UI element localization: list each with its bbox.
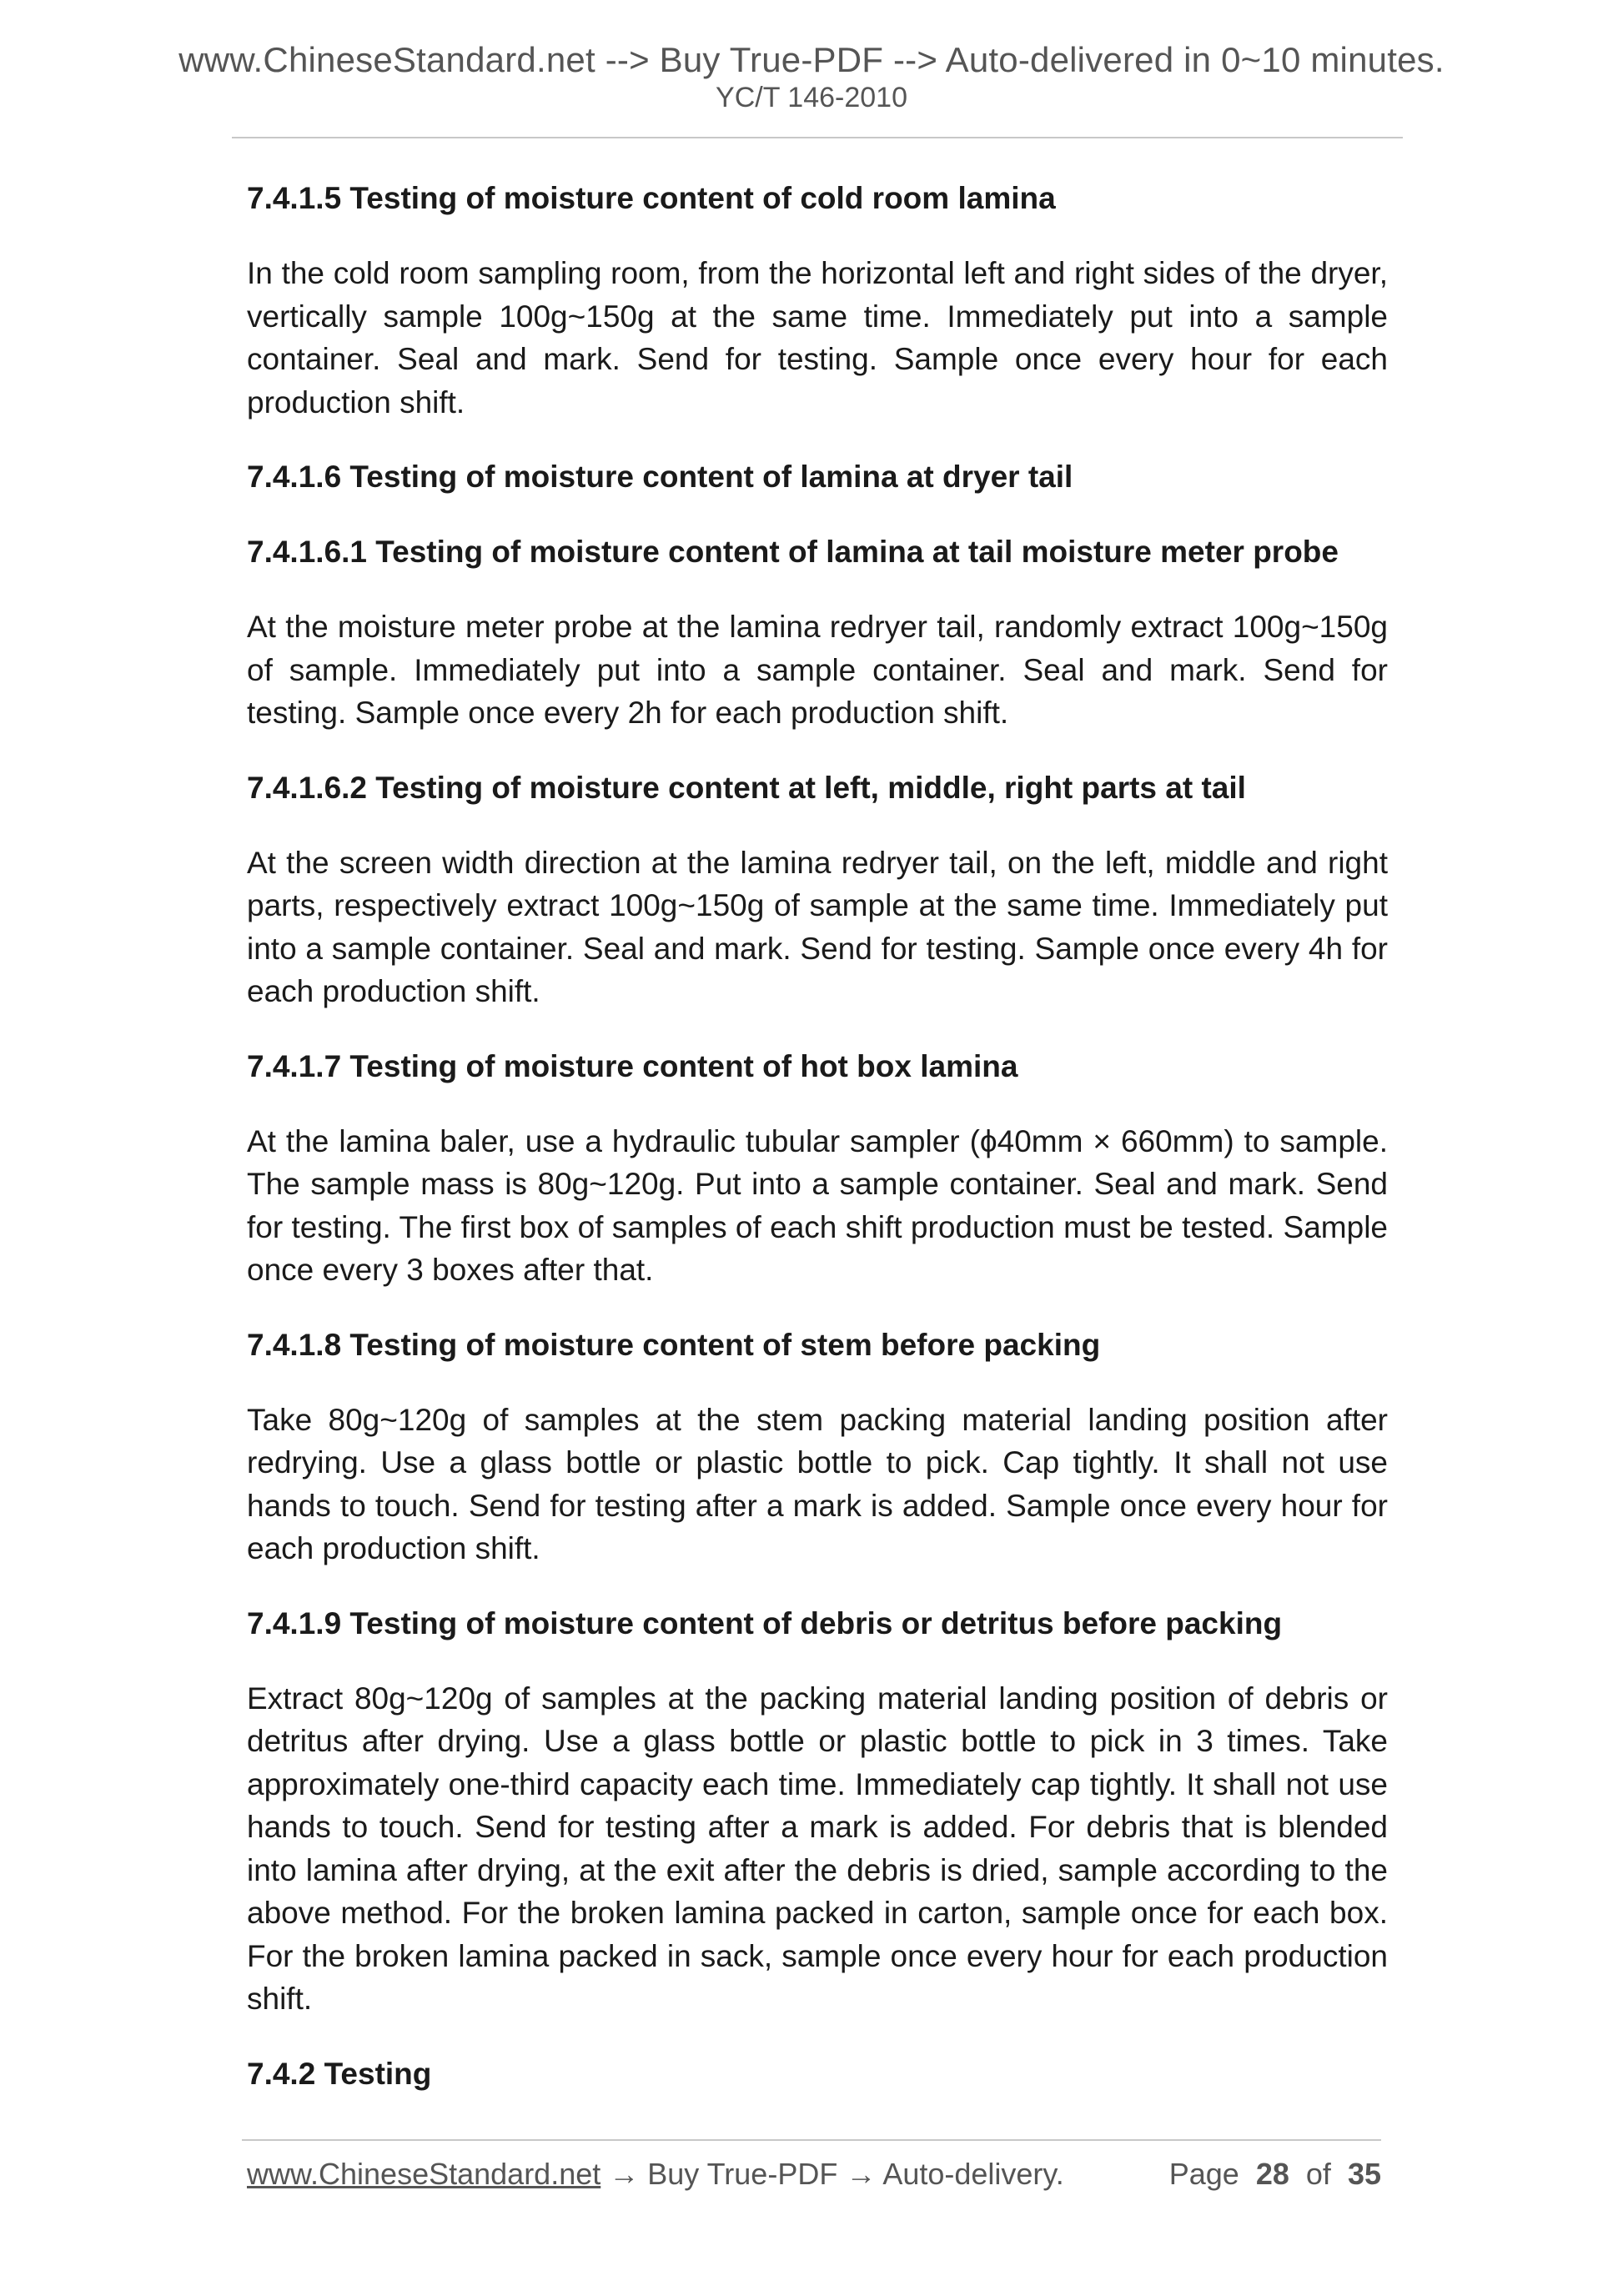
heading-7-4-1-6-1: 7.4.1.6.1 Testing of moisture content of lamina at tail moisture meter probe — [247, 535, 1339, 569]
document-body — [247, 177, 1388, 2128]
header-divider — [232, 137, 1403, 138]
heading-7-4-1-9: 7.4.1.9 Testing of moisture content of debris or detritus before packing — [247, 1605, 1283, 1640]
page-indicator — [1169, 2157, 1381, 2192]
footer-left — [247, 2157, 1064, 2192]
paragraph-7-4-1-6-2: At the screen width direction at the lamina redryer tail, on the left, middle and right parts, respectively extract 100g~150g of sample at the same time. Immediately put into a sample container. Seal and mark. Send for testing. Sample once every 4h for each production shift. — [247, 845, 1388, 1008]
heading-7-4-1-5: 7.4.1.5 Testing of moisture content of cold room lamina — [247, 181, 1056, 215]
standard-code: YC/T 146-2010 — [716, 82, 907, 113]
of-label: of — [1305, 2157, 1331, 2191]
heading-7-4-2: 7.4.2 Testing — [247, 2056, 432, 2091]
footer-site-link[interactable]: www.ChineseStandard.net — [247, 2157, 601, 2191]
heading-7-4-1-7: 7.4.1.7 Testing of moisture content of hot box lamina — [247, 1048, 1018, 1083]
paragraph-7-4-1-6-1: At the moisture meter probe at the lamina redryer tail, randomly extract 100g~150g of sample. Immediately put into a sample container. Seal and mark. Send for testing. Sample once every 2h for each production shift. — [247, 610, 1388, 730]
paragraph-7-4-1-9: Extract 80g~120g of samples at the packing material landing position of debris or detritus after drying. Use a glass bottle or plastic bottle to pick in 3 times. Take approximately one-third capacity each time. Immediately cap tightly. It shall not use hands to touch. Send for testing after a mark is added. For debris that is blended into lamina after drying, at the exit after the debris is dried, sample according to the above method. For the broken lamina packed in carton, sample once for each box. For the broken lamina packed in sack, sample once every hour for each production shift. — [247, 1681, 1388, 2016]
paragraph-7-4-1-5: In the cold room sampling room, from the horizontal left and right sides of the dryer, vertically sample 100g~150g at the same time. Immediately put into a sample container. Seal and mark. Send for testing. Sample once every hour for each production shift. — [247, 256, 1388, 420]
top-banner: www.ChineseStandard.net --> Buy True-PDF --> Auto-delivered in 0~10 minutes. — [178, 40, 1445, 79]
page-number: 28 — [1255, 2157, 1289, 2191]
paragraph-7-4-1-7: At the lamina baler, use a hydraulic tubular sampler (ϕ40mm × 660mm) to sample. The sample mass is 80g~120g. Put into a sample container. Seal and mark. Send for testing. The first box of samples of each shift production must be tested. Sample once every 3 boxes after that. — [247, 1123, 1388, 1287]
heading-7-4-1-8: 7.4.1.8 Testing of moisture content of stem before packing — [247, 1327, 1101, 1362]
footer-tagline: → Buy True-PDF → Auto-delivery. — [600, 2157, 1064, 2191]
heading-7-4-1-6: 7.4.1.6 Testing of moisture content of lamina at dryer tail — [247, 460, 1073, 494]
heading-7-4-1-6-2: 7.4.1.6.2 Testing of moisture content at left, middle, right parts at tail — [247, 770, 1246, 805]
paragraph-7-4-1-8: Take 80g~120g of samples at the stem packing material landing position after redrying. Use a glass bottle or plastic bottle to pick. Cap tightly. It shall not use hands to touch. Send for testing after a mark is added. Sample once every hour for each production shift. — [247, 1402, 1388, 1565]
footer-divider — [242, 2139, 1381, 2141]
page-label: Page — [1168, 2157, 1239, 2191]
total-pages: 35 — [1347, 2157, 1381, 2191]
